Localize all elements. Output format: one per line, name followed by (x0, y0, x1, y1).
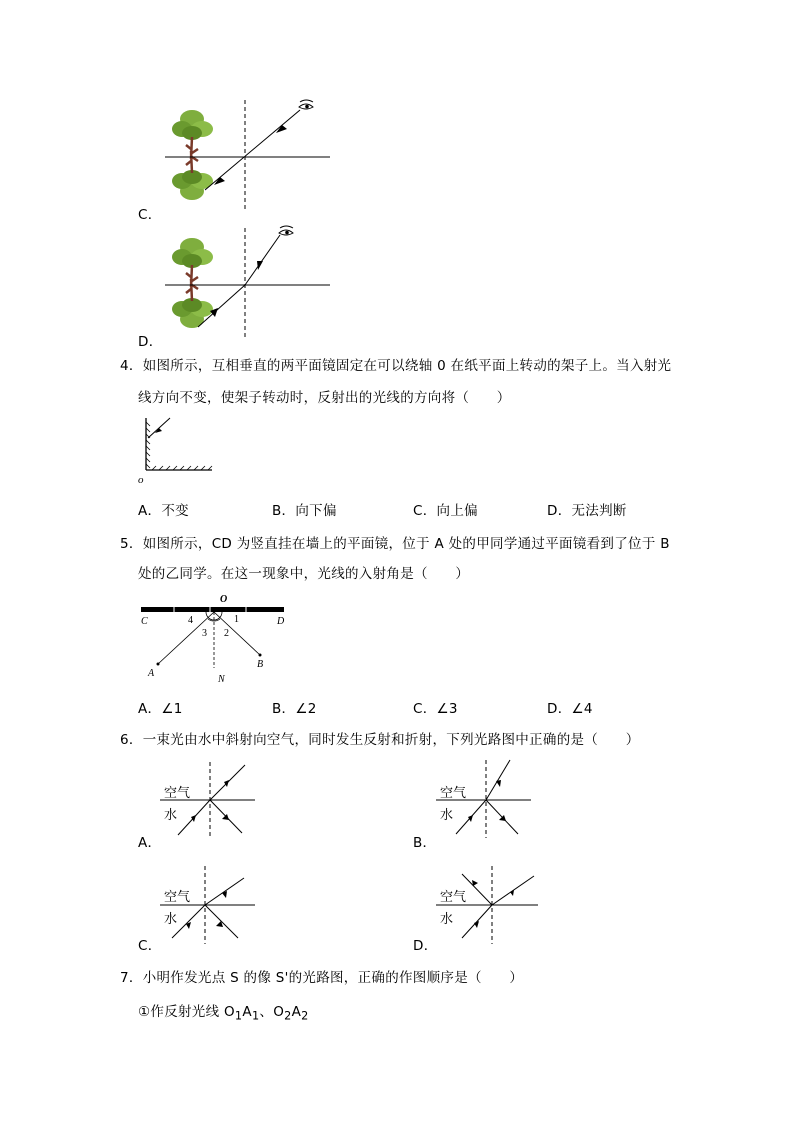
label-o: O (220, 594, 228, 605)
q4-option-b[interactable]: B．向下偏 (272, 503, 337, 519)
angle-1-label: 1 (234, 614, 239, 625)
q6-option-b-label[interactable]: B． (413, 835, 437, 851)
q4-option-c[interactable]: C．向上偏 (413, 503, 478, 519)
q5-text-line1: 5．如图所示，CD 为竖直挂在墙上的平面镜，位于 A 处的甲同学通过平面镜看到了位于 B (120, 536, 670, 552)
q5-option-c[interactable]: C．∠3 (413, 701, 458, 717)
q6-option-d-label[interactable]: D． (413, 938, 438, 954)
q4-option-d[interactable]: D．无法判断 (547, 503, 627, 519)
q3-option-d-label[interactable]: D． (138, 334, 163, 350)
q6-option-c-label[interactable]: C． (138, 938, 162, 954)
q4-text-line2: 线方向不变，使架子转动时，反射出的光线的方向将（ ） (138, 390, 511, 406)
q6-figure-c (160, 864, 260, 946)
air-label: 空气 (164, 890, 191, 905)
label-a: A (148, 668, 155, 679)
label-d: D (277, 616, 285, 627)
q5-text-line2: 处的乙同学。在这一现象中，光线的入射角是（ ） (138, 566, 470, 582)
air-label: 空气 (440, 890, 467, 905)
label-b: B (257, 659, 264, 670)
q5-option-b[interactable]: B．∠2 (272, 701, 317, 717)
angle-2-label: 2 (224, 628, 229, 639)
water-label: 水 (440, 808, 454, 823)
q3-figure-d (160, 225, 340, 345)
light-ray (245, 235, 280, 285)
q7-text: 7．小明作发光点 S 的像 S'的光路图，正确的作图顺序是（ ） (120, 970, 524, 986)
axis-o-label: o (138, 474, 144, 486)
q4-text-line1: 4．如图所示，互相垂直的两平面镜固定在可以绕轴 0 在纸平面上转动的架子上。当入射光 (120, 358, 672, 374)
angle-3-label: 3 (202, 628, 207, 639)
air-label: 空气 (440, 786, 467, 801)
q6-figure-d (436, 864, 546, 946)
water-label: 水 (440, 912, 454, 927)
tree-icon (172, 110, 213, 159)
tree-icon (172, 238, 213, 287)
q3-figure-c (160, 95, 340, 215)
q5-figure (138, 590, 298, 685)
q4-figure (134, 414, 224, 486)
water-label: 水 (164, 912, 178, 927)
air-label: 空气 (164, 786, 191, 801)
tree-reflection-icon (172, 151, 213, 200)
mirror-cd (141, 607, 284, 612)
eye-icon (279, 226, 293, 235)
q6-option-a-label[interactable]: A． (138, 835, 162, 851)
water-label: 水 (164, 808, 178, 823)
q4-option-a[interactable]: A．不变 (138, 503, 189, 519)
angle-4-label: 4 (188, 615, 193, 626)
q6-text: 6．一束光由水中斜射向空气，同时发生反射和折射，下列光路图中正确的是（ ） (120, 732, 640, 748)
q5-option-d[interactable]: D．∠4 (547, 701, 593, 717)
q7-step1: ①作反射光线 $O_1A_1$、$O_2A_2$ (138, 1004, 309, 1023)
q5-option-a[interactable]: A．∠1 (138, 701, 183, 717)
tree-reflection-icon (172, 279, 213, 328)
label-c: C (141, 616, 148, 627)
label-n: N (218, 674, 225, 685)
eye-icon (299, 100, 313, 109)
q3-option-c-label[interactable]: C． (138, 207, 162, 223)
